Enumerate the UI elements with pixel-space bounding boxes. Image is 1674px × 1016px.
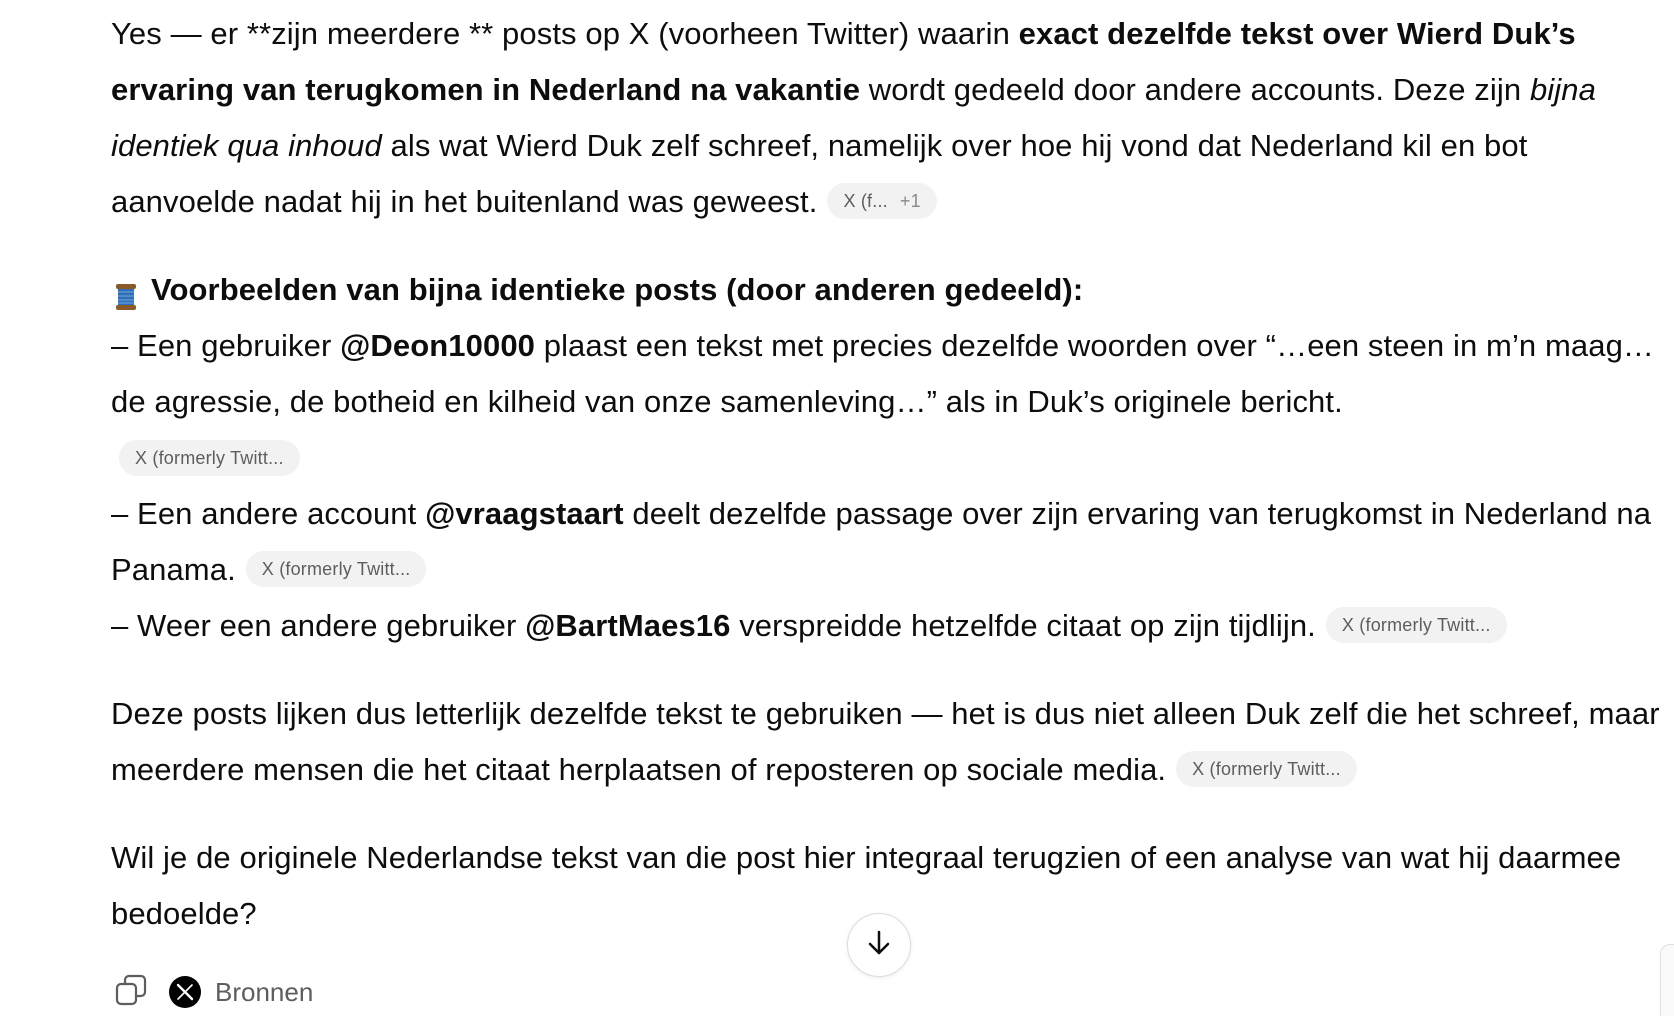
source-chip-intro[interactable] bbox=[827, 183, 936, 219]
sources-button[interactable] bbox=[169, 976, 313, 1008]
paragraph-gap bbox=[111, 230, 1671, 262]
example-handle: @BartMaes16 bbox=[525, 608, 731, 643]
copy-icon bbox=[114, 973, 148, 1012]
question-text: Wil je de originele Nederlandse tekst van die post hier integraal terugzien of een analyse van wat hij daarmee bedoelde? bbox=[111, 840, 1622, 931]
x-logo-icon bbox=[169, 976, 201, 1008]
example-prefix: – Een andere account bbox=[111, 496, 426, 531]
source-chip-label: X (f... bbox=[843, 190, 888, 211]
intro-text-2: wordt gedeeld door andere accounts. Deze zijn bbox=[860, 72, 1530, 107]
intro-bold-text: exact dezelfde tekst over Wierd Duk’s ervaring van terugkomen in Nederland na vakantie bbox=[111, 16, 1576, 107]
sources-label: Bronnen bbox=[215, 976, 314, 1007]
example-prefix: – Weer een andere gebruiker bbox=[111, 608, 526, 643]
example-text: plaast een tekst met precies dezelfde woorden over “…een steen in m’n maag… de agressie, de botheid en kilheid van onze samenleving…” als in Duk’s originele bericht. bbox=[111, 328, 1655, 419]
example-prefix: – Een gebruiker bbox=[111, 328, 341, 363]
assistant-message bbox=[111, 6, 1671, 942]
example-item-3 bbox=[111, 598, 1671, 654]
source-chip-example-1[interactable]: X (formerly Twitt... bbox=[119, 440, 300, 476]
examples-heading-text: Voorbeelden van bijna identieke posts (door anderen gedeeld): bbox=[151, 272, 1084, 307]
example-item-1-chip-row bbox=[111, 430, 1671, 486]
source-chip-conclusion[interactable]: X (formerly Twitt... bbox=[1176, 751, 1357, 787]
side-panel-edge bbox=[1660, 944, 1674, 1016]
conclusion-text: Deze posts lijken dus letterlijk dezelfde tekst te gebruiken — het is dus niet alleen Duk zelf die het schreef, maar meerdere mensen die het citaat herplaatsen of reposteren op sociale media. bbox=[111, 696, 1660, 787]
source-chip-example-2[interactable]: X (formerly Twitt... bbox=[246, 551, 427, 587]
message-actions bbox=[111, 968, 313, 1016]
arrow-down-icon bbox=[864, 928, 894, 963]
intro-paragraph bbox=[111, 6, 1671, 230]
example-item-2 bbox=[111, 486, 1671, 598]
intro-text-1: Yes — er **zijn meerdere ** posts op X (voorheen Twitter) waarin bbox=[111, 16, 1019, 51]
paragraph-gap bbox=[111, 654, 1671, 686]
example-text: deelt dezelfde passage over zijn ervaring van terugkomst in Nederland na Panama. bbox=[111, 496, 1652, 587]
spool-of-thread-icon bbox=[111, 274, 141, 304]
example-handle: @Deon10000 bbox=[340, 328, 536, 363]
conclusion-paragraph bbox=[111, 686, 1671, 798]
paragraph-gap bbox=[111, 798, 1671, 830]
copy-button[interactable] bbox=[111, 972, 151, 1012]
intro-text-3: als wat Wierd Duk zelf schreef, namelijk over hoe hij vond dat Nederland kil en bot aanvoelde nadat hij in het buitenland was geweest. bbox=[111, 128, 1528, 219]
example-item-1 bbox=[111, 318, 1671, 430]
scroll-to-bottom-button[interactable] bbox=[847, 913, 911, 977]
intro-italic-text: bijna identiek qua inhoud bbox=[111, 72, 1596, 163]
example-text: verspreidde hetzelfde citaat op zijn tijdlijn. bbox=[730, 608, 1316, 643]
examples-heading bbox=[111, 262, 1671, 318]
source-chip-example-3[interactable]: X (formerly Twitt... bbox=[1326, 607, 1507, 643]
example-handle: @vraagstaart bbox=[425, 496, 624, 531]
source-chip-more-count: +1 bbox=[899, 190, 921, 211]
